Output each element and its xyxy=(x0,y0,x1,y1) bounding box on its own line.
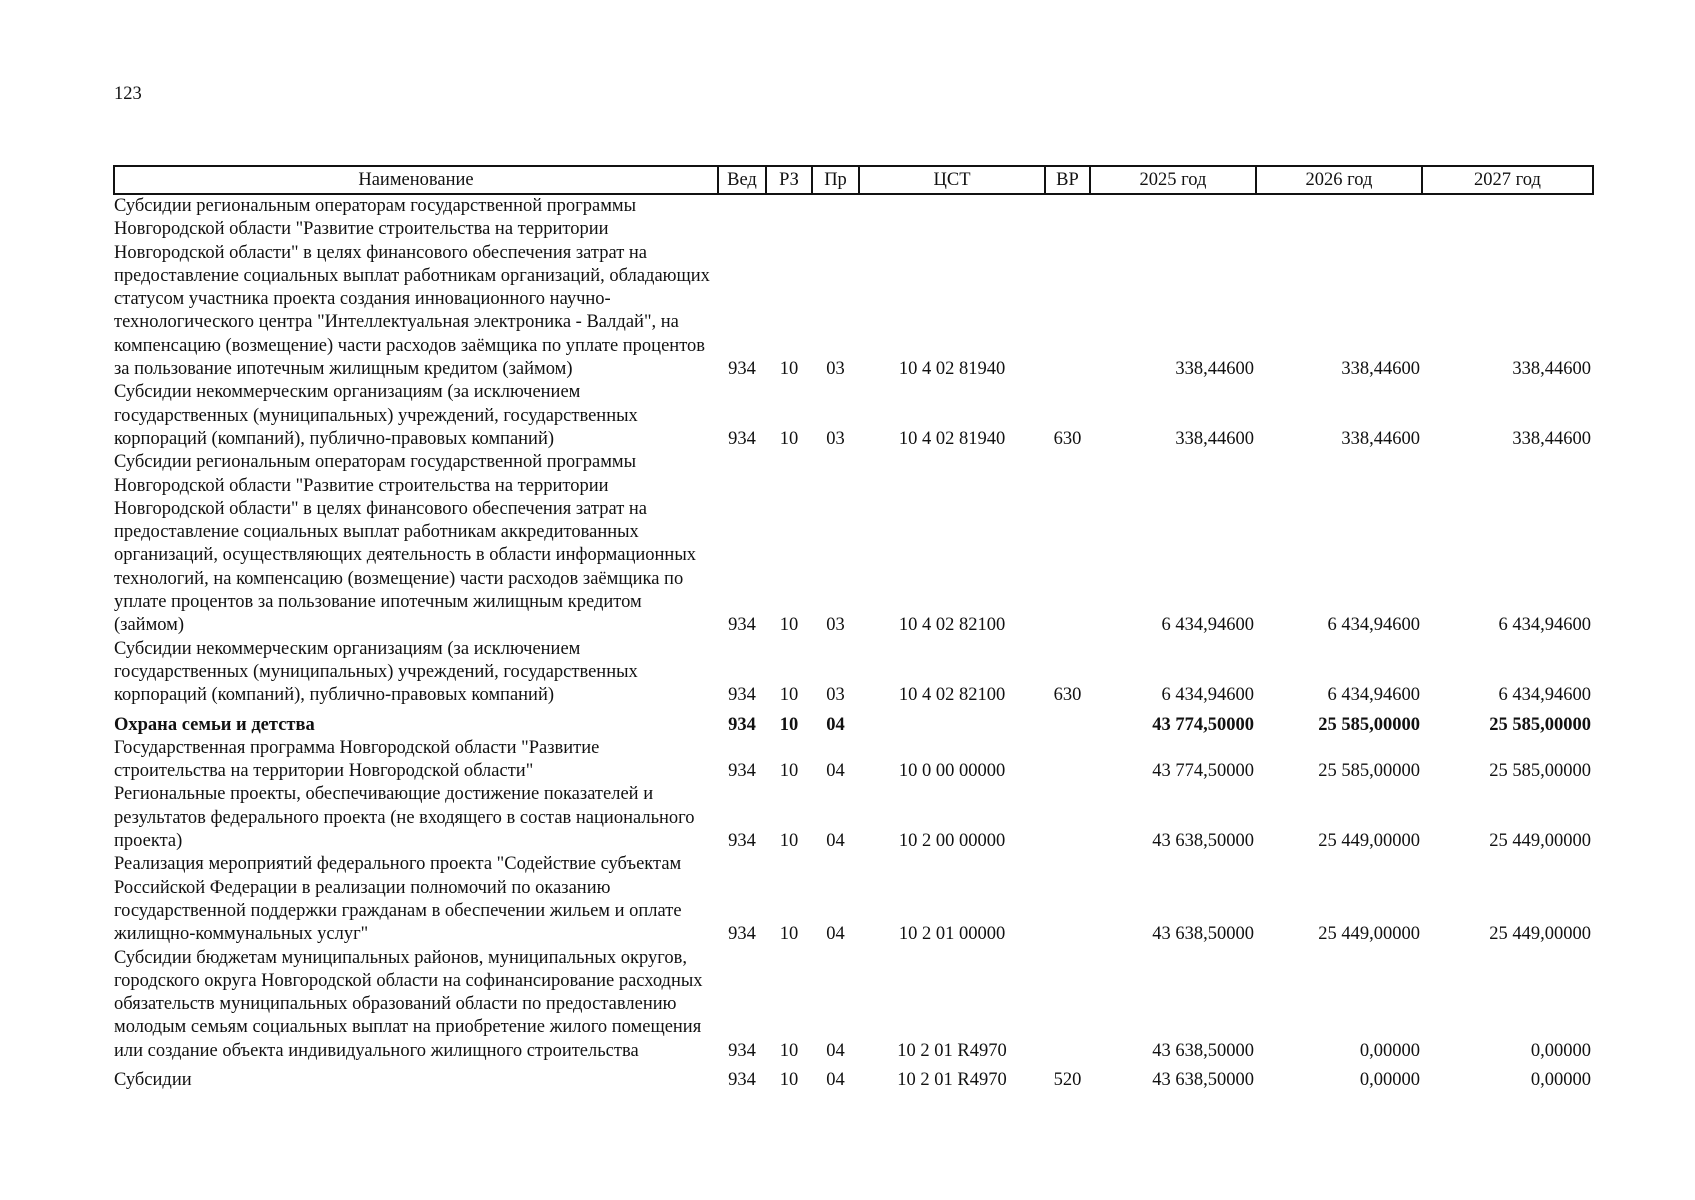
row-ved: 934 xyxy=(728,685,756,706)
row-2026: 25 449,00000 xyxy=(1318,924,1420,945)
row-name: Субсидии некоммерческим организациям (за исключением государственных (муниципальных) учреждений, государственных корпораций (компаний), публично-правовых компаний) xyxy=(114,382,638,449)
row-name: Реализация мероприятий федерального проекта "Содействие субъектам Российской Федерации в реализации полномочий по оказанию государственной поддержки гражданам в обеспечении жильем и оплате жилищно-коммунальных услуг" xyxy=(114,854,682,945)
row-ved: 934 xyxy=(728,1069,756,1090)
table-row xyxy=(114,638,1593,708)
row-rz: 10 xyxy=(779,924,799,945)
row-2025: 43 638,50000 xyxy=(1152,924,1254,945)
row-cst: 10 4 02 82100 xyxy=(898,615,1006,636)
row-rz: 10 xyxy=(779,1040,799,1061)
row-rz: 10 xyxy=(779,1069,799,1090)
row-2026: 0,00000 xyxy=(1359,1069,1420,1090)
row-2027: 6 434,94600 xyxy=(1498,685,1591,706)
row-ved: 934 xyxy=(728,615,756,636)
row-rz: 10 xyxy=(779,831,799,852)
table-row xyxy=(114,783,1593,853)
row-vr: 630 xyxy=(1053,685,1082,706)
row-name: Субсидии региональным операторам государственной программы Новгородской области "Развитие строительства на территории Новгородской области" в целях финансового обеспечения затрат на предоставление социальных выплат работникам организаций, обладающих статусом участника проекта создания инновационного научно-технологического центра "Интеллектуальная электроника - Валдай", на компенсацию (возмещение) части расходов заёмщика по уплате процентов за пользование ипотечным жилищным кредитом (займом) xyxy=(114,196,710,380)
row-2025: 43 774,50000 xyxy=(1152,714,1254,735)
row-cst xyxy=(859,708,1045,737)
header-pr: Пр xyxy=(812,166,859,194)
table-row xyxy=(114,194,1593,381)
row-pr: 04 xyxy=(826,761,845,782)
row-2025: 338,44600 xyxy=(1175,359,1254,380)
row-vr xyxy=(1045,194,1090,381)
row-rz: 10 xyxy=(779,714,799,735)
row-2027: 25 585,00000 xyxy=(1489,714,1591,735)
row-ved: 934 xyxy=(728,428,756,449)
row-pr: 04 xyxy=(826,1069,845,1090)
table-row xyxy=(114,737,1593,784)
header-name: Наименование xyxy=(114,166,718,194)
row-vr xyxy=(1045,708,1090,737)
header-rz: РЗ xyxy=(766,166,812,194)
page-number: 123 xyxy=(114,84,142,104)
row-name: Государственная программа Новгородской области "Развитие строительства на территории Новгородской области" xyxy=(114,737,600,782)
row-ved: 934 xyxy=(728,924,756,945)
row-vr: 630 xyxy=(1053,428,1082,449)
row-pr: 04 xyxy=(826,924,845,945)
table-row-section xyxy=(114,708,1593,737)
row-pr: 03 xyxy=(826,428,845,449)
row-cst: 10 4 02 82100 xyxy=(898,685,1006,706)
row-pr: 04 xyxy=(826,831,845,852)
table-row xyxy=(114,1063,1593,1092)
row-rz: 10 xyxy=(779,685,799,706)
table-header xyxy=(114,166,1593,194)
row-ved: 934 xyxy=(728,714,756,735)
row-2027: 25 449,00000 xyxy=(1489,924,1591,945)
table-row xyxy=(114,381,1593,451)
row-2027: 338,44600 xyxy=(1512,428,1591,449)
row-2027: 25 449,00000 xyxy=(1489,831,1591,852)
row-2025: 43 638,50000 xyxy=(1152,1069,1254,1090)
table-row xyxy=(114,451,1593,637)
header-2025: 2025 год xyxy=(1090,166,1256,194)
row-2026: 0,00000 xyxy=(1359,1040,1420,1061)
row-2026: 6 434,94600 xyxy=(1327,615,1420,636)
row-name: Субсидии региональным операторам государственной программы Новгородской области "Развитие строительства на территории Новгородской области" в целях финансового обеспечения затрат на предоставление социальных выплат работникам аккредитованных организаций, осуществляющих деятельность в области информационных технологий, на компенсацию (возмещение) части расходов заёмщика по уплате процентов за пользование ипотечным жилищным кредитом (займом) xyxy=(114,452,697,636)
row-vr: 520 xyxy=(1053,1069,1082,1090)
row-2027: 0,00000 xyxy=(1530,1069,1591,1090)
row-vr xyxy=(1045,947,1090,1063)
row-rz: 10 xyxy=(779,615,799,636)
header-vr: ВР xyxy=(1045,166,1090,194)
row-cst: 10 0 00 00000 xyxy=(898,761,1006,782)
row-pr: 04 xyxy=(826,714,845,735)
header-2027: 2027 год xyxy=(1422,166,1593,194)
row-vr xyxy=(1045,853,1090,946)
row-ved: 934 xyxy=(728,1040,756,1061)
row-2025: 338,44600 xyxy=(1175,428,1254,449)
row-pr: 03 xyxy=(826,359,845,380)
row-cst: 10 2 01 R4970 xyxy=(897,1040,1007,1061)
row-cst: 10 2 01 00000 xyxy=(898,924,1006,945)
row-2026: 338,44600 xyxy=(1341,428,1420,449)
row-name: Охрана семьи и детства xyxy=(114,714,315,735)
row-2027: 25 585,00000 xyxy=(1489,761,1591,782)
table-row xyxy=(114,853,1593,946)
row-pr: 03 xyxy=(826,615,845,636)
row-2027: 6 434,94600 xyxy=(1498,615,1591,636)
row-2027: 338,44600 xyxy=(1512,359,1591,380)
row-2025: 6 434,94600 xyxy=(1161,685,1254,706)
row-2026: 25 585,00000 xyxy=(1318,761,1420,782)
row-2025: 43 774,50000 xyxy=(1152,761,1254,782)
row-name: Субсидии xyxy=(114,1069,192,1090)
row-2025: 43 638,50000 xyxy=(1152,831,1254,852)
row-2025: 6 434,94600 xyxy=(1161,615,1254,636)
row-cst: 10 2 01 R4970 xyxy=(897,1069,1007,1090)
header-2026: 2026 год xyxy=(1256,166,1422,194)
row-name: Региональные проекты, обеспечивающие достижение показателей и результатов федерального проекта (не входящего в состав национального проекта) xyxy=(114,784,695,852)
row-cst: 10 2 00 00000 xyxy=(898,831,1006,852)
row-2026: 25 449,00000 xyxy=(1318,831,1420,852)
row-rz: 10 xyxy=(779,761,799,782)
budget-table xyxy=(113,165,1594,1092)
row-ved: 934 xyxy=(728,761,756,782)
row-vr xyxy=(1045,451,1090,637)
row-cst: 10 4 02 81940 xyxy=(898,359,1006,380)
row-2026: 6 434,94600 xyxy=(1327,685,1420,706)
row-name: Субсидии некоммерческим организациям (за исключением государственных (муниципальных) учреждений, государственных корпораций (компаний), публично-правовых компаний) xyxy=(114,638,638,706)
table-row xyxy=(114,947,1593,1063)
row-ved: 934 xyxy=(728,359,756,380)
row-cst: 10 4 02 81940 xyxy=(898,428,1006,449)
row-2025: 43 638,50000 xyxy=(1152,1040,1254,1061)
row-pr: 03 xyxy=(826,685,845,706)
row-2026: 338,44600 xyxy=(1341,359,1420,380)
row-name: Субсидии бюджетам муниципальных районов, муниципальных округов, городского округа Новгородской области на софинансирование расходных обязательств муниципальных образований области по предоставлению молодым семьям социальных выплат на приобретение жилого помещения или создание объекта индивидуального жилищного строительства xyxy=(114,947,703,1061)
row-vr xyxy=(1045,737,1090,784)
row-2027: 0,00000 xyxy=(1530,1040,1591,1061)
table-body xyxy=(114,194,1593,1092)
row-2026: 25 585,00000 xyxy=(1318,714,1420,735)
row-ved: 934 xyxy=(728,831,756,852)
header-cst: ЦСТ xyxy=(859,166,1045,194)
header-ved: Вед xyxy=(718,166,766,194)
row-rz: 10 xyxy=(779,428,799,449)
row-vr xyxy=(1045,783,1090,853)
row-rz: 10 xyxy=(779,359,799,380)
row-pr: 04 xyxy=(826,1040,845,1061)
